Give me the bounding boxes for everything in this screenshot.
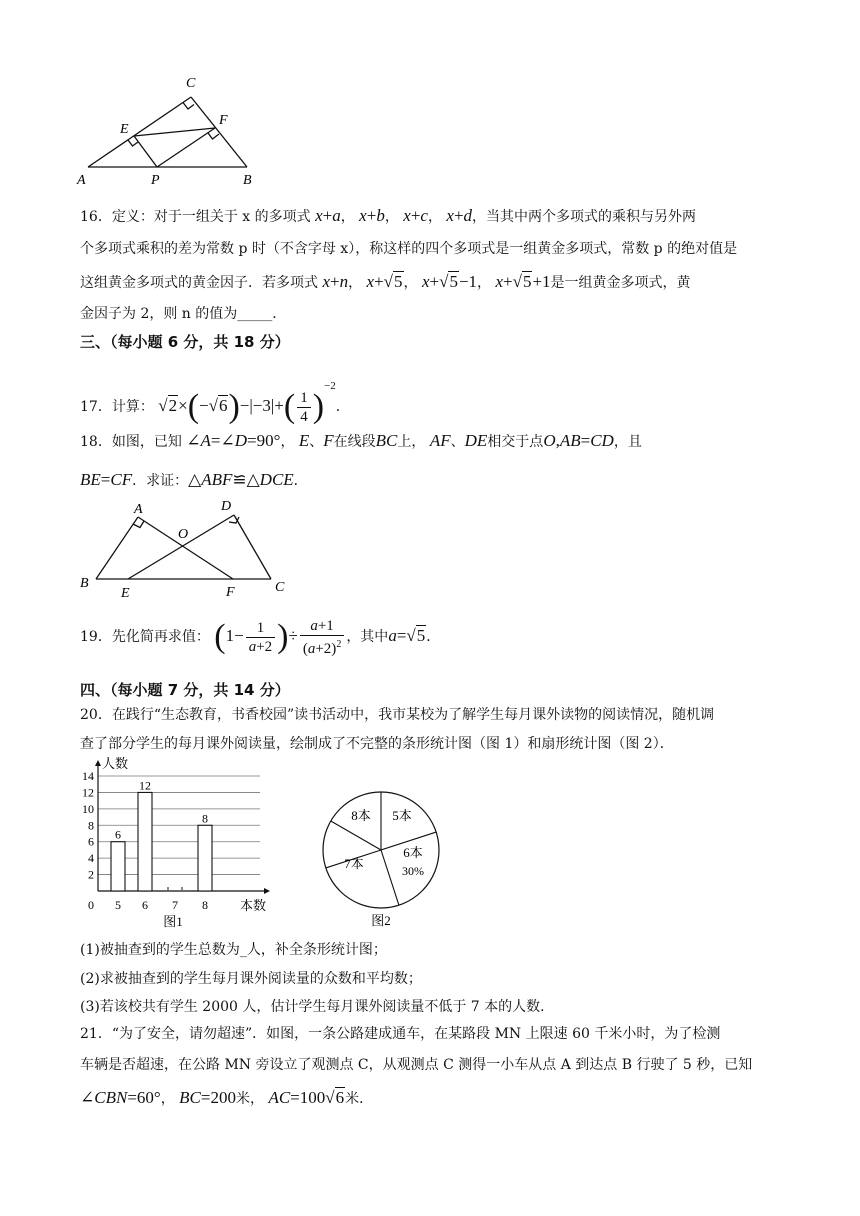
pie-percent-label: 30% [402,864,424,878]
label-a: A [134,502,143,517]
q18-line2: BE=CF．求证：△ABF≌△DCE． [80,470,308,489]
x-tick-label: 7 [172,898,178,912]
data-label: 8 [202,811,208,826]
x-axis-arrow [264,888,270,894]
label-e: E [121,586,130,601]
x-tick-label: 6 [142,898,148,912]
bar [198,825,212,891]
label-c: C [186,76,196,91]
q20-sub1: (1)被抽查到的学生总数为_人，补全条形统计图； [80,942,387,958]
pie-slice-label: 8本 [351,808,371,823]
x-tick-label: 5 [115,898,121,912]
bar-chart-figure-1 [78,756,278,934]
origin-label: 0 [88,898,94,912]
q20-line1: 20．在践行“生态教育，书香校园”读书活动中，我市某校为了解学生每月课外读物的阅读情况，随机调 [80,707,715,723]
q16-line3: 这组黄金多项式的黄金因子．若多项式 x+n， x+√5， x+√5−1， x+√5+1是一组黄金多项式，黄 [80,272,691,291]
y-axis-arrow [95,760,101,766]
label-p: P [151,173,160,188]
q21-line3: ∠CBN=60°， BC=200米， AC=100√6米． [80,1088,374,1107]
figure-18 [76,496,296,604]
y-tick-label: 14 [82,769,94,783]
label-b: B [80,576,89,591]
q17: 17．计算： √2×(−√6)−|−3|+( $\frac{1}{4}$ )$^{-2}$． [80,380,350,425]
q16-line1: 16．定义：对于一组关于 x 的多项式 x+a， x+b， x+c， x+d，当其中两个多项式的乘积与另外两 [80,206,697,225]
y-tick-label: 2 [88,867,94,882]
pie-slice-label: 7本 [344,856,364,871]
y-tick-label: 10 [82,801,94,816]
pie-slice-label: 5本 [392,808,412,823]
q16-line2: 个多项式乘积的差为常数 p 时（不含字母 x），称这样的四个多项式是一组黄金多项式，常数 p 的绝对值是 [80,241,738,257]
chart-caption: 图2 [371,913,391,928]
q16-line4: 金因子为 2，则 n 的值为_____． [80,306,287,322]
data-label: 12 [139,778,151,793]
y-axis-label: 人数 [102,756,129,771]
y-tick-label: 12 [82,785,94,800]
label-f: F [219,113,228,128]
q20-sub3: (3)若该校共有学生 2000 人，估计学生每月课外阅读量不低于 7 本的人数． [80,999,555,1015]
label-a: A [77,173,86,188]
q20-sub2: (2)求被抽查到的学生每月课外阅读量的众数和平均数； [80,971,422,987]
section-3-title: 三、（每小题 6 分，共 18 分） [80,333,290,351]
pie-slice-label: 6本 [403,845,423,860]
label-d: D [221,499,232,514]
x-tick-label: 8 [202,898,208,912]
q18-line1: 18．如图，已知 ∠A=∠D=90°， E、F在线段BC上， AF、DE相交于点O,AB=CD，且 [80,431,642,450]
chart-caption: 图1 [163,914,183,929]
q19: 19．先化简再求值： (1− $\frac{1}{a+2}$ )÷ $\frac{a+1}{(a+2)^2}$ ，其中a=√5． [80,617,441,657]
x-axis-label: 本数 [240,898,267,913]
q21-line1: 21．“为了安全，请勿超速”．如图，一条公路建成通车，在某路段 MN 上限速 60 千米小时，为了检测 [80,1026,721,1042]
data-label: 6 [115,827,121,842]
section-4-title: 四、（每小题 7 分，共 14 分） [80,681,290,699]
label-o: O [178,527,189,542]
label-f: F [226,585,235,600]
y-tick-label: 4 [88,851,94,866]
label-b: B [243,173,252,188]
pie-chart-figure-2 [316,772,446,932]
bar [111,842,125,891]
bar [138,792,152,891]
y-tick-label: 6 [88,834,94,849]
triangle-figure-15 [75,74,265,189]
q21-line2: 车辆是否超速，在公路 MN 旁设立了观测点 C，从观测点 C 测得一小车从点 A 到达点 B 行驶了 5 秒，已知 [80,1057,753,1073]
label-e: E [120,122,129,137]
y-tick-label: 8 [88,818,94,833]
label-c: C [275,580,285,595]
q20-line2: 查了部分学生的每月课外阅读量，绘制成了不完整的条形统计图（图 1）和扇形统计图（图 2）． [80,736,674,752]
